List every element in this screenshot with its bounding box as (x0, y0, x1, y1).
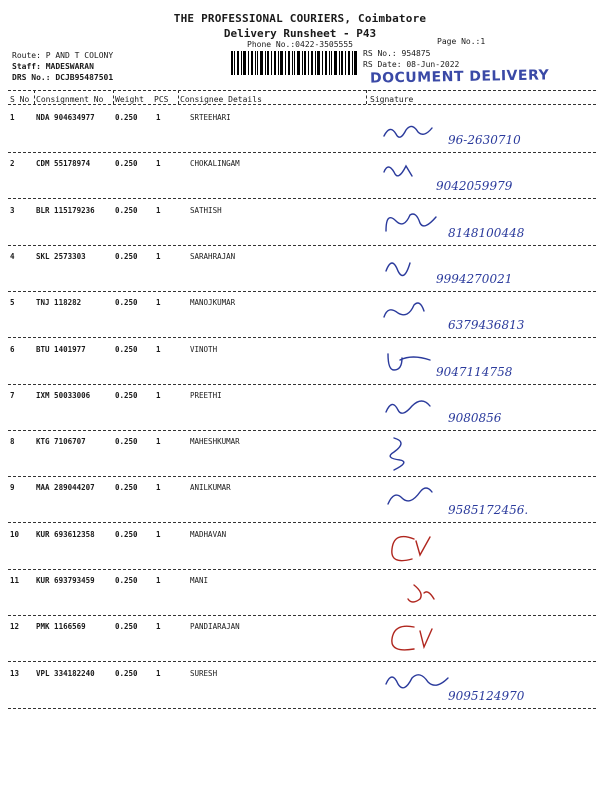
rs-number: RS No.: 954875 (363, 49, 431, 58)
row-consignment-no: MAA 289044207 (36, 483, 95, 493)
row-sno: 8 (10, 437, 15, 447)
signature-phone-number: 9080856 (448, 410, 502, 425)
table-row (8, 525, 596, 571)
row-sno: 12 (10, 622, 20, 632)
row-consignment-no: NDA 904634977 (36, 113, 95, 122)
runsheet-meta-left (12, 50, 113, 83)
signature-phone-number: 8148100448 (448, 225, 525, 240)
row-divider (8, 476, 596, 477)
barcode-image (231, 51, 357, 75)
document-title: THE PROFESSIONAL COURIERS, Coimbatore (173, 12, 427, 25)
row-sno: 9 (10, 483, 15, 493)
row-pcs: 1 (156, 576, 161, 585)
document-subtitle: Delivery Runsheet - P43 (223, 27, 377, 40)
signature-mark (376, 201, 598, 245)
row-consignment-no: CDM 55178974 (36, 159, 91, 169)
row-weight: 0.250 (115, 344, 138, 354)
row-pcs: 1 (156, 344, 161, 354)
signature-phone-number: 9585172456. (448, 503, 529, 518)
row-divider (8, 522, 596, 523)
row-sno: 4 (10, 251, 15, 261)
row-sno: 13 (10, 668, 20, 678)
row-weight: 0.250 (115, 576, 138, 585)
column-divider (366, 90, 367, 104)
row-consignment-no: TNJ 118282 (36, 298, 82, 308)
row-consignee: CHOKALINGAM (190, 159, 240, 169)
signature-mark (376, 478, 598, 522)
row-pcs: 1 (156, 437, 161, 447)
signature-mark (376, 432, 598, 476)
row-weight: 0.250 (115, 113, 138, 122)
col-header-pcs: PCS (154, 95, 169, 104)
table-row (8, 386, 596, 432)
row-divider (8, 384, 596, 385)
row-weight: 0.250 (115, 437, 138, 447)
drs-number: DRS No.: DCJB95487501 (12, 73, 114, 82)
column-divider (113, 90, 114, 104)
row-divider (8, 708, 596, 709)
row-consignment-no: BTU 1401977 (36, 344, 86, 354)
row-weight: 0.250 (115, 390, 138, 400)
signature-mark (376, 571, 598, 615)
phone-number: Phone No.:0422-3505555 (247, 40, 353, 49)
row-pcs: 1 (156, 251, 161, 261)
table-row (8, 664, 596, 710)
row-divider (8, 152, 596, 153)
row-divider (8, 569, 596, 570)
row-divider (8, 337, 596, 338)
row-weight: 0.250 (115, 668, 138, 678)
row-consignee: SATHISH (190, 205, 222, 215)
row-sno: 5 (10, 298, 15, 308)
row-consignee: MANI (190, 576, 209, 585)
row-sno: 2 (10, 159, 15, 169)
row-consignment-no: IXM 50033006 (36, 390, 91, 400)
row-sno: 7 (10, 390, 15, 400)
staff-label: Staff: MADESWARAN (12, 62, 94, 71)
row-divider (8, 291, 596, 292)
row-consignment-no: KUR 693612358 (36, 529, 95, 539)
signature-mark (376, 525, 598, 569)
signature-phone-number: 9994270021 (436, 271, 513, 286)
row-pcs: 1 (156, 390, 161, 400)
row-pcs: 1 (156, 113, 161, 122)
signature-phone-number: 96-2630710 (448, 133, 521, 147)
signature-mark (376, 617, 598, 661)
row-sno: 6 (10, 344, 15, 354)
signature-phone-number: 9047114758 (436, 364, 513, 379)
col-header-consignee: Consignee Details (180, 95, 262, 104)
row-pcs: 1 (156, 483, 161, 493)
row-divider (8, 661, 596, 662)
column-divider (178, 90, 179, 104)
row-weight: 0.250 (115, 251, 138, 261)
row-consignee: VINOTH (190, 344, 218, 354)
table-row (8, 432, 596, 478)
row-pcs: 1 (156, 529, 161, 539)
col-header-sno: S No (10, 95, 30, 104)
signature-mark (376, 108, 598, 152)
row-divider (8, 198, 596, 199)
route-label: Route: P AND T COLONY (12, 51, 114, 60)
signature-mark (376, 664, 598, 708)
signature-mark (376, 154, 598, 198)
table-row (8, 108, 596, 154)
row-sno: 1 (10, 113, 15, 122)
table-row (8, 201, 596, 247)
row-consignment-no: SKL 2573303 (36, 251, 86, 261)
row-weight: 0.250 (115, 622, 138, 632)
row-pcs: 1 (156, 298, 161, 308)
row-consignee: SARAHRAJAN (190, 251, 236, 261)
signature-phone-number: 9095124970 (448, 688, 525, 703)
row-consignment-no: VPL 334182240 (36, 668, 95, 678)
rs-date: RS Date: 08-Jun-2022 (363, 60, 460, 69)
signature-mark (376, 293, 598, 337)
col-header-consignment: Consignment No (36, 95, 104, 104)
row-pcs: 1 (156, 159, 161, 169)
table-row (8, 293, 596, 339)
signature-phone-number: 9042059979 (436, 179, 513, 194)
row-consignee: ANILKUMAR (190, 483, 231, 493)
row-sno: 10 (10, 529, 20, 539)
page-number: Page No.:1 (437, 37, 486, 46)
table-row (8, 617, 596, 663)
header-top-rule (8, 90, 596, 91)
column-divider (34, 90, 35, 104)
table-row (8, 154, 596, 200)
row-divider (8, 245, 596, 246)
row-consignment-no: BLR 115179236 (36, 205, 95, 215)
row-consignee: MADHAVAN (190, 529, 227, 539)
header-bottom-rule (8, 104, 596, 105)
row-sno: 3 (10, 205, 15, 215)
row-consignee: MANOJKUMAR (190, 298, 236, 308)
row-consignment-no: KUR 693793459 (36, 576, 95, 585)
row-pcs: 1 (156, 668, 161, 678)
row-consignee: SRTEEHARI (190, 113, 231, 122)
document-delivery-stamp: DOCUMENT DELIVERY (369, 67, 550, 87)
row-weight: 0.250 (115, 205, 138, 215)
row-consignee: PANDIARAJAN (190, 622, 240, 632)
signature-mark (376, 247, 598, 291)
row-consignment-no: KTG 7106707 (36, 437, 86, 447)
row-sno: 11 (10, 576, 20, 585)
runsheet-meta-right (363, 48, 459, 70)
row-consignee: SURESH (190, 668, 218, 678)
row-pcs: 1 (156, 205, 161, 215)
table-row (8, 478, 596, 524)
row-weight: 0.250 (115, 483, 138, 493)
row-pcs: 1 (156, 622, 161, 632)
signature-mark (376, 340, 598, 384)
table-row (8, 571, 596, 617)
row-consignment-no: PMK 1166569 (36, 622, 86, 632)
row-divider (8, 430, 596, 431)
col-header-signature: Signature (370, 95, 414, 104)
row-weight: 0.250 (115, 159, 138, 169)
table-row (8, 340, 596, 386)
row-consignee: PREETHI (190, 390, 222, 400)
row-weight: 0.250 (115, 529, 138, 539)
row-consignee: MAHESHKUMAR (190, 437, 240, 447)
row-weight: 0.250 (115, 298, 138, 308)
col-header-weight: Weight (115, 95, 144, 104)
signature-mark (376, 386, 598, 430)
row-divider (8, 615, 596, 616)
table-row (8, 247, 596, 293)
signature-phone-number: 6379436813 (448, 318, 525, 333)
